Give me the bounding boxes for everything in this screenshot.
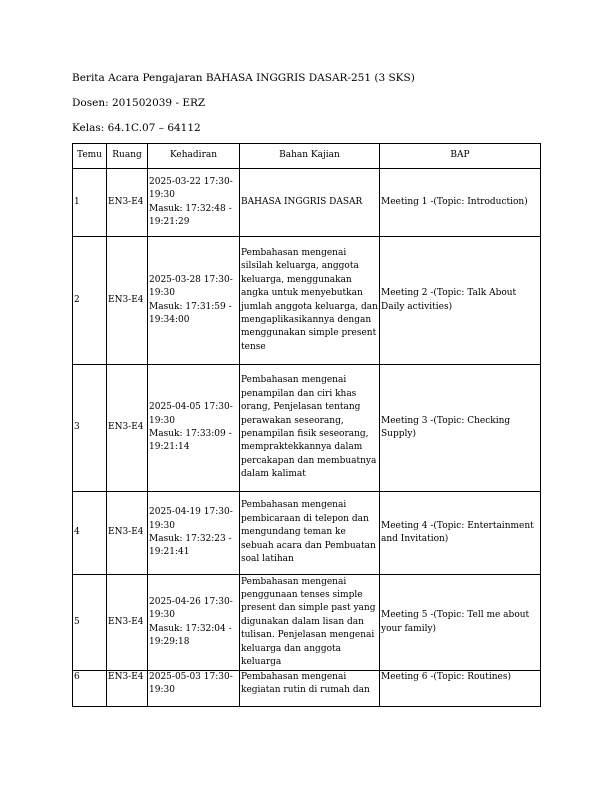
cell-temu: 3 (73, 365, 107, 492)
schedule-time: 2025-03-22 17:30-19:30 (149, 176, 233, 201)
table-row (73, 575, 541, 671)
cell-temu: 5 (73, 575, 107, 671)
table-header-row (73, 144, 541, 169)
cell-temu: 2 (73, 237, 107, 365)
check-in-time: Masuk: 17:32:04 - 19:29:18 (149, 623, 232, 647)
column-header-kehadiran: Kehadiran (148, 144, 240, 169)
cell-bahan-kajian: Pembahasan mengenai penampilan dan ciri khas orang, Penjelasan tentang perawakan seseorang, penampilan fisik seseorang, mempraktekkannya dalam percakapan dan membuatnya dalam kalimat (240, 365, 380, 492)
cell-ruang: EN3-E4 (107, 365, 148, 492)
cell-bap: Meeting 5 -(Topic: Tell me about your family) (380, 575, 541, 671)
cell-bahan-kajian: Pembahasan mengenai pembicaraan di telepon dan mengundang teman ke sebuah acara dan Pembuatan soal latihan (240, 492, 380, 575)
cell-bahan-kajian: Pembahasan mengenai penggunaan tenses simple present dan simple past yang digunakan dalam lisan dan tulisan. Penjelasan mengenai keluarga dan anggota keluarga (240, 575, 380, 671)
check-in-time: Masuk: 17:32:48 - 19:21:29 (149, 203, 232, 227)
cell-ruang: EN3-E4 (107, 237, 148, 365)
cell-ruang: EN3-E4 (107, 671, 148, 707)
table-row (73, 671, 541, 707)
schedule-time: 2025-05-03 17:30-19:30 (149, 672, 233, 696)
column-header-ruang: Ruang (107, 144, 148, 169)
cell-kehadiran (148, 492, 240, 575)
cell-temu: 6 (73, 671, 107, 707)
table-row (73, 237, 541, 365)
class-line: Kelas: 64.1C.07 – 64112 (72, 122, 201, 134)
lecturer-line: Dosen: 201502039 - ERZ (72, 97, 206, 109)
column-header-bap: BAP (380, 144, 541, 169)
cell-bahan-kajian: Pembahasan mengenai silsilah keluarga, anggota keluarga, menggunakan angka untuk menyebutkan jumlah anggota keluarga, dan mengaplikasikannya dengan menggunakan simple present tense (240, 237, 380, 365)
cell-bap: Meeting 2 -(Topic: Talk About Daily activities) (380, 237, 541, 365)
table-row (73, 492, 541, 575)
column-header-temu: Temu (73, 144, 107, 169)
check-in-time: Masuk: 17:31:59 - 19:34:00 (149, 301, 232, 325)
cell-kehadiran (148, 237, 240, 365)
cell-ruang: EN3-E4 (107, 169, 148, 237)
cell-bap: Meeting 3 -(Topic: Checking Supply) (380, 365, 541, 492)
schedule-time: 2025-04-05 17:30-19:30 (149, 402, 233, 426)
document-title: Berita Acara Pengajaran BAHASA INGGRIS DASAR-251 (3 SKS) (72, 72, 415, 84)
cell-kehadiran (148, 169, 240, 237)
table-row (73, 365, 541, 492)
table-row (73, 169, 541, 237)
cell-bap: Meeting 1 -(Topic: Introduction) (380, 169, 541, 237)
cell-bap: Meeting 4 -(Topic: Entertainment and Invitation) (380, 492, 541, 575)
cell-bahan-kajian: BAHASA INGGRIS DASAR (240, 169, 380, 237)
cell-ruang: EN3-E4 (107, 492, 148, 575)
column-header-bahan-kajian: Bahan Kajian (240, 144, 380, 169)
cell-temu: 4 (73, 492, 107, 575)
cell-kehadiran (148, 365, 240, 492)
schedule-time: 2025-04-26 17:30-19:30 (149, 596, 233, 621)
schedule-time: 2025-03-28 17:30-19:30 (149, 274, 233, 299)
schedule-time: 2025-04-19 17:30-19:30 (149, 507, 233, 531)
attendance-table (72, 143, 541, 707)
cell-kehadiran (148, 575, 240, 671)
check-in-time: Masuk: 17:33:09 - 19:21:14 (149, 429, 232, 453)
cell-kehadiran (148, 671, 240, 707)
cell-bap: Meeting 6 -(Topic: Routines) (380, 671, 541, 707)
cell-ruang: EN3-E4 (107, 575, 148, 671)
cell-bahan-kajian: Pembahasan mengenai kegiatan rutin di rumah dan (240, 671, 380, 707)
cell-temu: 1 (73, 169, 107, 237)
check-in-time: Masuk: 17:32:23 - 19:21:41 (149, 534, 232, 558)
